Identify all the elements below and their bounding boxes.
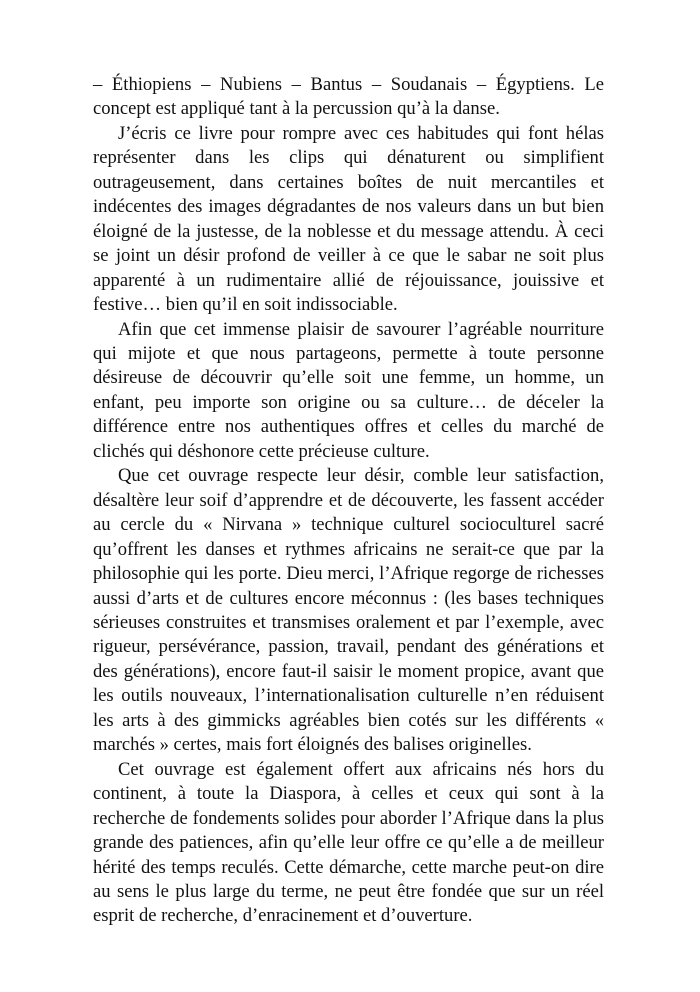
paragraph-diaspora: Cet ouvrage est également offert aux africains nés hors du continent, à toute la Diaspora, à celles et ceux qui sont à la recherche de fondements solides pour aborder l’Afrique dans la plus grande des patiences, afin qu’elle leur offre ce qu’elle a de meilleur hérité des temps reculés. Cette démarche, cette marche peut-on dire au sens le plus large du terme, ne peut être fondée que sur un réel esprit de recherche, d’enracinement et d’ouverture.: [93, 758, 604, 927]
paragraph-pleasure: Afin que cet immense plaisir de savourer l’agréable nourriture qui mijote et que nous partageons, permette à toute personne désireuse de découvrir qu’elle soit une femme, un homme, un enfant, peu importe son origine ou sa culture… de déceler la différence entre nos authentiques offres et celles du marché de clichés qui déshonore cette précieuse culture.: [93, 318, 604, 462]
paragraph-purpose: J’écris ce livre pour rompre avec ces habitudes qui font hélas représenter dans les clips qui dénaturent ou simplifient outrageusement, dans certaines boîtes de nuit mercantiles et indécentes des images dégradantes de nos valeurs dans un but bien éloigné de la justesse, de la noblesse et du message attendu. À ceci se joint un désir profond de veiller à ce que le sabar ne soit plus apparenté à un rudimentaire allié de réjouissance, jouissive et festive… bien qu’il en soit indissociable.: [93, 122, 604, 316]
paragraph-continuation: – Éthiopiens – Nubiens – Bantus – Soudanais – Égyptiens. Le concept est appliqué tant à la percussion qu’à la danse.: [93, 74, 604, 120]
page-body: [93, 73, 604, 929]
paragraph-desire: Que cet ouvrage respecte leur désir, comble leur satisfaction, désaltère leur soif d’apprendre et de découverte, les fassent accéder au cercle du « Nirvana » technique culturel socioculturel sacré qu’offrent les danses et rythmes africains ne serait-ce que par la philosophie qui les porte. Dieu merci, l’Afrique regorge de richesses aussi d’arts et de cultures encore méconnus : (les bases techniques sérieuses construites et transmises oralement et par l’exemple, avec rigueur, persévérance, passion, travail, pendant des générations et des générations), encore faut-il saisir le moment propice, avant que les outils nouveaux, l’internationalisation culturelle n’en réduisent les arts à des gimmicks agréables bien cotés sur les différents « marchés » certes, mais fort éloignés des balises originelles.: [93, 465, 604, 756]
